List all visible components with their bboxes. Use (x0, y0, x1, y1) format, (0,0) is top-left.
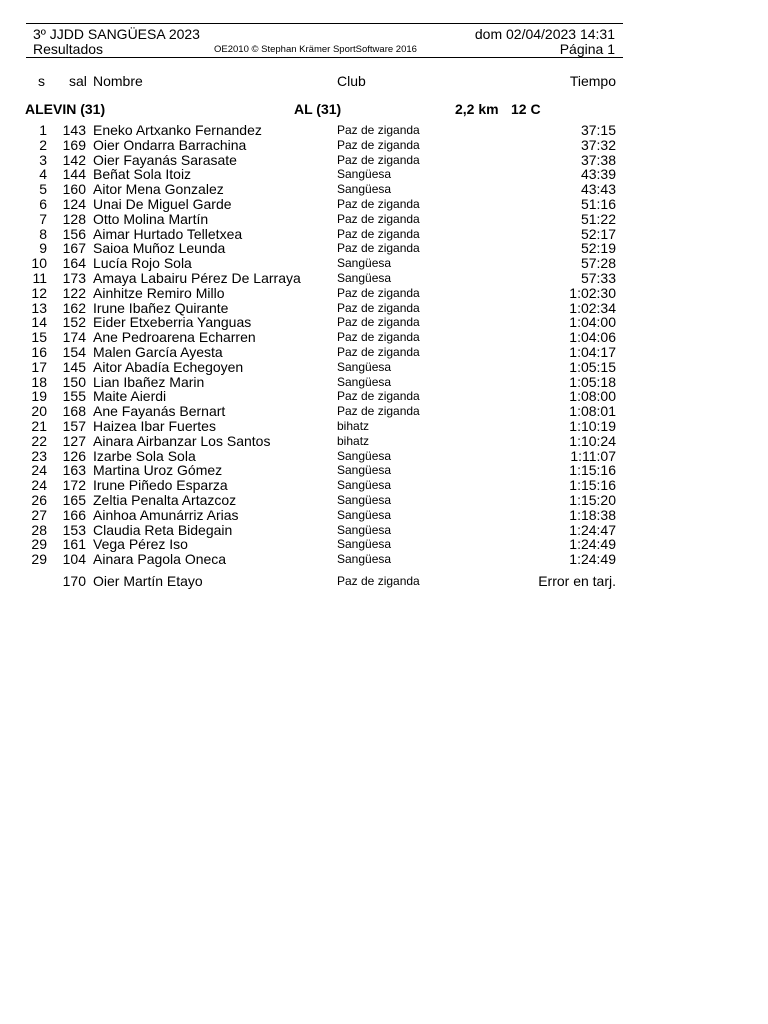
result-club: Paz de ziganda (337, 226, 420, 241)
result-position: 18 (31, 373, 47, 390)
result-club: Sangüesa (337, 182, 392, 197)
column-header-bib: sal (69, 73, 87, 89)
result-bib: 168 (62, 403, 86, 420)
result-time: 1:10:24 (569, 432, 616, 449)
result-position: 3 (39, 151, 47, 168)
table-row (0, 375, 768, 390)
result-name: Lian Ibañez Marin (93, 373, 205, 390)
table-row (0, 419, 768, 434)
results-table (0, 123, 768, 589)
result-bib: 152 (62, 314, 86, 331)
table-row (0, 271, 768, 286)
result-position: 9 (39, 240, 47, 257)
result-name: Eneko Artxanko Fernandez (93, 122, 262, 138)
result-bib: 155 (62, 388, 86, 405)
result-club: Paz de ziganda (337, 344, 420, 359)
result-position: 14 (31, 314, 47, 331)
result-club: Paz de ziganda (337, 330, 420, 345)
result-name: Ainara Airbanzar Los Santos (93, 432, 271, 449)
result-club: Sangüesa (337, 167, 392, 182)
result-club: Sangüesa (337, 478, 392, 493)
result-club: Paz de ziganda (337, 196, 420, 211)
table-row (0, 286, 768, 301)
result-position: 6 (39, 195, 47, 212)
result-bib: 127 (62, 432, 86, 449)
result-bib: 167 (62, 240, 86, 257)
result-position: 29 (31, 551, 47, 568)
result-position: 23 (31, 447, 47, 464)
table-row (0, 123, 768, 138)
result-time: 52:19 (580, 240, 616, 257)
column-header-time: Tiempo (569, 73, 616, 89)
table-row (0, 182, 768, 197)
result-name: Aimar Hurtado Telletxea (93, 225, 243, 242)
result-club: Sangüesa (337, 552, 392, 567)
result-club: Sangüesa (337, 522, 392, 537)
result-position: 12 (31, 284, 47, 301)
result-position: 29 (31, 536, 47, 553)
result-name: Beñat Sola Itoiz (93, 166, 192, 183)
result-bib: 173 (62, 269, 86, 286)
result-position: 28 (31, 521, 47, 538)
result-position: 24 (31, 477, 47, 494)
result-position: 27 (31, 506, 47, 523)
result-position: 26 (31, 491, 47, 508)
table-row (0, 478, 768, 493)
table-row (0, 389, 768, 404)
result-time: 43:43 (580, 181, 616, 198)
result-bib: 172 (62, 477, 86, 494)
result-club: Paz de ziganda (337, 315, 420, 330)
result-name: Eider Etxeberria Yanguas (93, 314, 252, 331)
table-row (0, 330, 768, 345)
event-datetime: dom 02/04/2023 14:31 (474, 26, 615, 42)
result-time: 1:05:18 (569, 373, 616, 390)
table-row (0, 138, 768, 153)
result-bib: 169 (62, 136, 86, 153)
result-name: Aitor Mena Gonzalez (93, 181, 224, 198)
table-row (0, 493, 768, 508)
result-name: Oier Fayanás Sarasate (93, 151, 237, 168)
result-bib: 144 (62, 166, 86, 183)
result-bib: 150 (62, 373, 86, 390)
table-row (0, 523, 768, 538)
result-position: 2 (39, 136, 47, 153)
result-name: Ainhoa Amunárriz Arias (93, 506, 239, 523)
result-bib: 124 (62, 195, 86, 212)
result-bib: 162 (62, 299, 86, 316)
result-name: Irune Piñedo Esparza (93, 477, 228, 494)
result-time: 1:24:49 (569, 536, 616, 553)
result-bib: 104 (62, 551, 86, 568)
result-bib: 153 (62, 521, 86, 538)
category-class: AL (31) (294, 101, 342, 117)
result-name: Saioa Muñoz Leunda (93, 240, 226, 257)
category-controls: 12 C (511, 101, 541, 117)
result-bib: 145 (62, 358, 86, 375)
header-top-rule (26, 23, 623, 24)
result-time: 1:02:30 (569, 284, 616, 301)
result-time: 1:15:20 (569, 491, 616, 508)
result-bib: 156 (62, 225, 86, 242)
table-row (0, 315, 768, 330)
result-position: 21 (31, 417, 47, 434)
result-name: Izarbe Sola Sola (93, 447, 196, 464)
result-position: 22 (31, 432, 47, 449)
result-name: Irune Ibañez Quirante (93, 299, 229, 316)
result-club: Sangüesa (337, 374, 392, 389)
result-position: 1 (39, 122, 47, 138)
table-row (0, 508, 768, 523)
result-time: 52:17 (580, 225, 616, 242)
document-subtitle: Resultados (33, 41, 104, 57)
result-time: 57:33 (580, 269, 616, 286)
result-time: 1:05:15 (569, 358, 616, 375)
result-time: 1:04:00 (569, 314, 616, 331)
result-name: Zeltia Penalta Artazcoz (93, 491, 237, 508)
table-row (0, 404, 768, 419)
result-bib: 157 (62, 417, 86, 434)
header-bottom-rule (26, 57, 623, 58)
table-row (0, 463, 768, 478)
result-name: Malen García Ayesta (93, 343, 223, 360)
table-row (0, 360, 768, 375)
result-bib: 142 (62, 151, 86, 168)
result-position: 10 (31, 255, 47, 272)
result-position: 11 (32, 269, 47, 286)
result-club: Sangüesa (337, 448, 392, 463)
result-time: 51:22 (580, 210, 616, 227)
result-club: Sangüesa (337, 463, 392, 478)
result-position: 5 (39, 181, 47, 198)
result-time: 1:15:16 (569, 462, 616, 479)
result-time: 57:28 (580, 255, 616, 272)
result-position: 4 (39, 166, 47, 183)
result-bib: 166 (62, 506, 86, 523)
result-name: Amaya Labairu Pérez De Larraya (93, 269, 301, 286)
result-time: 37:32 (580, 136, 616, 153)
table-row (0, 153, 768, 168)
result-position: 7 (39, 210, 47, 227)
result-time: 43:39 (580, 166, 616, 183)
table-row (0, 434, 768, 449)
result-club: Paz de ziganda (337, 211, 420, 226)
result-position: 16 (31, 343, 47, 360)
result-club: Sangüesa (337, 270, 392, 285)
result-name: Oier Ondarra Barrachina (93, 136, 247, 153)
result-time: 1:10:19 (569, 417, 616, 434)
page-number: Página 1 (559, 41, 615, 57)
result-club: Paz de ziganda (337, 137, 420, 152)
table-row (0, 449, 768, 464)
result-club: Sangüesa (337, 256, 392, 271)
result-club: bihatz (337, 433, 370, 448)
result-club: Paz de ziganda (337, 389, 420, 404)
event-title: 3º JJDD SANGÜESA 2023 (33, 26, 200, 42)
table-row (0, 256, 768, 271)
result-time: 1:18:38 (569, 506, 616, 523)
result-time: 1:04:06 (569, 329, 616, 346)
result-bib: 170 (62, 572, 86, 589)
result-name: Claudia Reta Bidegain (93, 521, 233, 538)
result-bib: 165 (62, 491, 86, 508)
software-copyright: OE2010 © Stephan Krämer SportSoftware 2016 (214, 44, 417, 55)
table-row (0, 552, 768, 567)
result-club: Paz de ziganda (337, 285, 420, 300)
column-header-position: s (38, 73, 45, 89)
result-club: Paz de ziganda (337, 241, 420, 256)
result-time: 1:24:47 (569, 521, 616, 538)
table-row (0, 212, 768, 227)
result-name: Maite Aierdi (93, 388, 167, 405)
result-bib: 122 (62, 284, 86, 301)
result-time: 1:11:07 (570, 447, 616, 464)
result-position: 13 (31, 299, 47, 316)
result-time: 1:08:00 (569, 388, 616, 405)
result-name: Aitor Abadía Echegoyen (93, 358, 244, 375)
column-header-name: Nombre (93, 73, 143, 89)
result-time: 37:38 (580, 151, 616, 168)
result-bib: 126 (62, 447, 86, 464)
result-club: Paz de ziganda (337, 123, 420, 137)
table-row (0, 301, 768, 316)
result-name: Vega Pérez Iso (93, 536, 188, 553)
category-name: ALEVIN (31) (25, 101, 106, 117)
table-row (0, 197, 768, 212)
result-position: 20 (31, 403, 47, 420)
table-row (0, 574, 768, 589)
result-name: Otto Molina Martín (93, 210, 209, 227)
result-name: Ane Pedroarena Echarren (93, 329, 256, 346)
result-time: 1:04:17 (569, 343, 616, 360)
result-club: Paz de ziganda (337, 300, 420, 315)
result-club: Sangüesa (337, 359, 392, 374)
result-position: 8 (39, 225, 47, 242)
result-bib: 160 (62, 181, 86, 198)
result-bib: 163 (62, 462, 86, 479)
result-position: 15 (31, 329, 47, 346)
result-club: Paz de ziganda (337, 152, 420, 167)
table-row (0, 167, 768, 182)
result-time: Error en tarj. (538, 572, 616, 589)
result-club: Sangüesa (337, 537, 392, 552)
result-time: 1:15:16 (569, 477, 616, 494)
result-time: 1:02:34 (569, 299, 616, 316)
result-time: 37:15 (580, 122, 616, 138)
result-bib: 154 (62, 343, 86, 360)
table-row (0, 345, 768, 360)
result-club: Sangüesa (337, 507, 392, 522)
result-name: Ainara Pagola Oneca (93, 551, 227, 568)
result-name: Oier Martín Etayo (93, 572, 203, 589)
result-position: 24 (31, 462, 47, 479)
result-bib: 164 (62, 255, 86, 272)
result-club: Sangüesa (337, 492, 392, 507)
result-bib: 161 (62, 536, 86, 553)
column-header-club: Club (337, 73, 366, 89)
result-name: Haizea Ibar Fuertes (93, 417, 216, 434)
result-time: 1:24:49 (569, 551, 616, 568)
result-name: Lucía Rojo Sola (93, 255, 192, 272)
table-row (0, 241, 768, 256)
table-row (0, 227, 768, 242)
result-name: Ainhitze Remiro Millo (93, 284, 225, 301)
result-name: Ane Fayanás Bernart (93, 403, 226, 420)
result-time: 51:16 (580, 195, 616, 212)
table-row (0, 537, 768, 552)
result-name: Martina Uroz Gómez (93, 462, 223, 479)
result-position: 19 (31, 388, 47, 405)
category-distance: 2,2 km (455, 101, 499, 117)
result-bib: 143 (62, 122, 86, 138)
result-bib: 174 (62, 329, 86, 346)
result-club: Paz de ziganda (337, 404, 420, 419)
result-time: 1:08:01 (569, 403, 616, 420)
result-bib: 128 (62, 210, 86, 227)
result-name: Unai De Miguel Garde (93, 195, 232, 212)
result-position: 17 (31, 358, 47, 375)
result-club: Paz de ziganda (337, 573, 420, 588)
result-club: bihatz (337, 418, 370, 433)
